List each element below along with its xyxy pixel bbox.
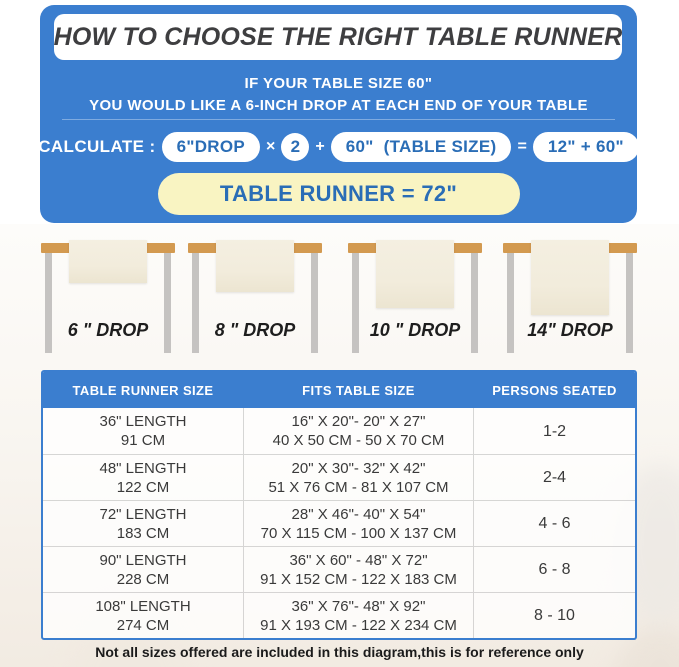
panel-divider: [62, 119, 615, 120]
plus-operator: +: [315, 138, 325, 155]
sum-pill: 12" + 60": [533, 132, 639, 162]
formula-row: [40, 131, 637, 163]
table-row: [43, 454, 635, 500]
table-row: [43, 500, 635, 546]
table-row: [43, 546, 635, 592]
column-header-persons: PERSONS SEATED: [492, 382, 617, 398]
size-table-body: [43, 408, 635, 638]
table-size-pill: 60" (TABLE SIZE): [331, 132, 512, 162]
title-box: [54, 14, 622, 60]
persons-seated-cell: 1-2: [542, 422, 567, 440]
equals-operator: =: [517, 138, 527, 155]
multiplier-badge: 2: [281, 133, 309, 161]
footer-note: Not all sizes offered are included in this diagram,this is for reference only: [95, 644, 584, 660]
calculate-label: CALCULATE :: [38, 137, 156, 156]
size-table-header: [43, 372, 635, 408]
drop-illustrations: [0, 230, 679, 370]
persons-seated-cell: 8 - 10: [534, 607, 575, 624]
table-row: [43, 408, 635, 454]
runner-size-cell: 48" LENGTH 122 CM: [99, 459, 187, 496]
column-header-runner-size: TABLE RUNNER SIZE: [72, 382, 214, 398]
runner-result-pill: TABLE RUNNER = 72": [158, 173, 520, 215]
drop-label: 14" DROP: [527, 320, 613, 340]
subtitle-line-1: IF YOUR TABLE SIZE 60": [244, 75, 433, 92]
fits-table-cell: 20" X 30"- 32" X 42" 51 X 76 CM - 81 X 107 CM: [243, 455, 474, 500]
table-runner-cloth: [216, 240, 294, 292]
persons-seated-cell: 2-4: [542, 469, 567, 486]
runner-size-cell: 108" LENGTH 274 CM: [95, 597, 191, 634]
table-illustration: [188, 230, 322, 358]
table-illustration: [348, 230, 482, 358]
runner-size-cell: 90" LENGTH 228 CM: [99, 551, 187, 588]
fits-table-cell: 28" X 46"- 40" X 54" 70 X 115 CM - 100 X 137 CM: [243, 501, 474, 546]
size-table: [41, 370, 637, 640]
column-header-fits-table: FITS TABLE SIZE: [302, 382, 415, 398]
runner-size-cell: 72" LENGTH 183 CM: [99, 505, 187, 542]
drop-label: 6 " DROP: [67, 320, 149, 340]
drop-label: 10 " DROP: [369, 320, 461, 340]
fits-table-cell: 16" X 20"- 20" X 27" 40 X 50 CM - 50 X 70 CM: [243, 408, 474, 454]
subtitle-line-2: YOU WOULD LIKE A 6-INCH DROP AT EACH END OF YOUR TABLE: [89, 97, 588, 114]
fits-table-cell: 36" X 76"- 48" X 92" 91 X 193 CM - 122 X 234 CM: [243, 593, 474, 638]
page-title: HOW TO CHOOSE THE RIGHT TABLE RUNNER: [53, 22, 623, 51]
table-illustration: [41, 230, 175, 358]
persons-seated-cell: 4 - 6: [538, 515, 571, 532]
drop-label: 8 " DROP: [214, 320, 296, 340]
fits-table-cell: 36" X 60" - 48" X 72" 91 X 152 CM - 122 X 183 CM: [243, 547, 474, 592]
persons-seated-cell: 6 - 8: [538, 561, 571, 578]
table-runner-cloth: [376, 240, 454, 308]
runner-size-cell: 36" LENGTH 91 CM: [99, 413, 187, 449]
table-runner-cloth: [531, 240, 609, 315]
times-operator: ×: [266, 138, 276, 155]
table-row: [43, 592, 635, 638]
header-panel: [40, 5, 637, 223]
drop-pill: 6"DROP: [162, 132, 260, 162]
table-illustration: [503, 230, 637, 358]
table-runner-cloth: [69, 240, 147, 283]
